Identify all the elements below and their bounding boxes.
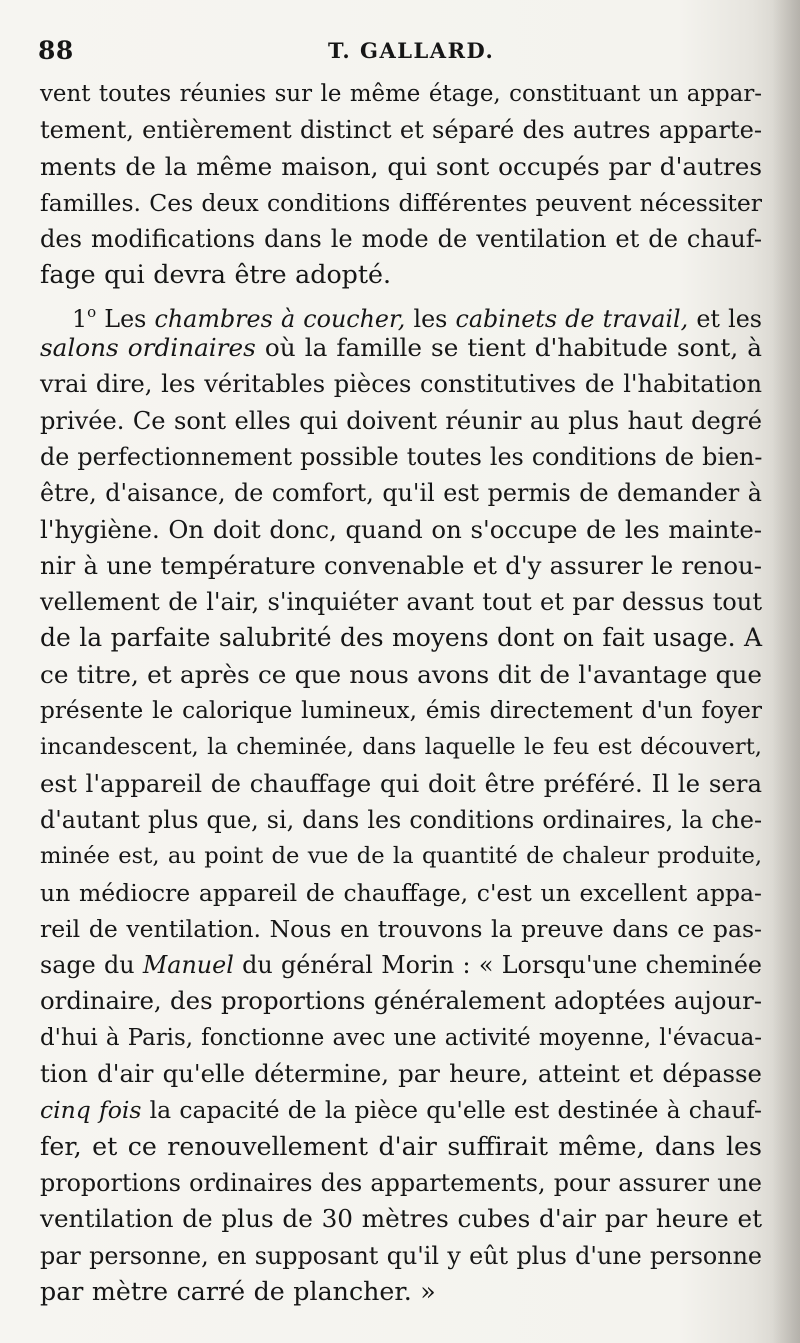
text-line: de la parfaite salubrité des moyens dont on fait usage. A — [40, 623, 763, 653]
text-line: tion d'air qu'elle détermine, par heure, atteint et dépasse — [40, 1059, 762, 1089]
text-line — [40, 1092, 762, 1128]
text-run: la capacité de la pièce qu'elle est destinée à chauf- — [141, 1096, 763, 1125]
text-line: par mètre carré de plancher. » — [40, 1276, 436, 1306]
italic-term: salons ordinaires — [40, 333, 256, 363]
text-line: fage qui devra être adopté. — [40, 260, 392, 290]
text-line: par personne, en supposant qu'il y eût plus d'une personne — [40, 1241, 762, 1270]
text-line: incandescent, la cheminée, dans laquelle le feu est découvert, — [40, 734, 762, 761]
text-line: vrai dire, les véritables pièces constitutives de l'habitation — [40, 370, 762, 399]
section-number: 1 — [72, 304, 88, 333]
text-line — [40, 330, 762, 366]
text-line: vellement de l'air, s'inquiéter avant tout et par dessus tout — [40, 588, 762, 617]
text-line: familles. Ces deux conditions différentes peuvent nécessiter — [40, 188, 762, 217]
text-line: proportions ordinaires des appartements, pour assurer une — [40, 1168, 762, 1197]
text-line: présente le calorique lumineux, émis directement d'un foyer — [40, 697, 762, 725]
text-line: ventilation de plus de 30 mètres cubes d'air par heure et — [40, 1204, 762, 1234]
text-line: de perfectionnement possible toutes les conditions de bien- — [40, 442, 763, 471]
text-line: fer, et ce renouvellement d'air suffirait même, dans les — [40, 1131, 762, 1161]
text-run: les — [405, 304, 456, 333]
text-run: sage du — [40, 951, 143, 980]
text-line: reil de ventilation. Nous en trouvons la preuve dans ce pas- — [40, 914, 762, 943]
page-header — [38, 36, 772, 70]
text-line: ordinaire, des proportions généralement adoptées aujour- — [40, 986, 762, 1016]
text-line: un médiocre appareil de chauffage, c'est un excellent appa- — [40, 878, 762, 907]
section-number-ordinal: o — [87, 302, 97, 321]
italic-term: Manuel — [142, 951, 234, 980]
text-run: du général Morin : « Lorsqu'une cheminée — [233, 951, 763, 980]
body-text — [40, 76, 762, 1310]
text-line: minée est, au point de vue de la quantité de chaleur produite, — [40, 843, 762, 870]
text-line: tement, entièrement distinct et séparé des autres apparte- — [40, 116, 762, 145]
text-line: ce titre, et après ce que nous avons dit de l'avantage que — [40, 659, 762, 689]
text-run: où la famille se tient d'habitude sont, à — [255, 333, 762, 363]
text-line: l'hygiène. On doit donc, quand on s'occupe de les mainte- — [40, 514, 762, 544]
text-line — [40, 294, 762, 333]
italic-term: cinq fois — [40, 1096, 142, 1125]
text-line: d'hui à Paris, fonctionne avec une activité moyenne, l'évacua- — [40, 1024, 762, 1051]
text-line: est l'appareil de chauffage qui doit être préféré. Il le sera — [40, 768, 762, 798]
text-line — [40, 947, 762, 983]
text-run: et les — [688, 304, 762, 333]
text-line: nir à une température convenable et d'y assurer le renou- — [40, 550, 762, 580]
text-line: d'autant plus que, si, dans les conditions ordinaires, la che- — [40, 805, 762, 834]
italic-term: cabinets de travail, — [455, 304, 689, 333]
page-gutter-shadow — [772, 0, 800, 1343]
page-number: 88 — [38, 36, 74, 65]
text-line: vent toutes réunies sur le même étage, constituant un appar- — [40, 81, 762, 107]
running-head: T. GALLARD. — [328, 38, 495, 63]
text-line: ments de la même maison, qui sont occupés par d'autres — [40, 151, 762, 181]
text-line: privée. Ce sont elles qui doivent réunir au plus haut degré — [40, 406, 762, 435]
text-run: Les — [96, 304, 155, 333]
text-line: des modifications dans le mode de ventilation et de chauf- — [40, 225, 762, 254]
text-line: être, d'aisance, de comfort, qu'il est permis de demander à — [40, 479, 762, 508]
italic-term: chambres à coucher, — [154, 304, 406, 333]
